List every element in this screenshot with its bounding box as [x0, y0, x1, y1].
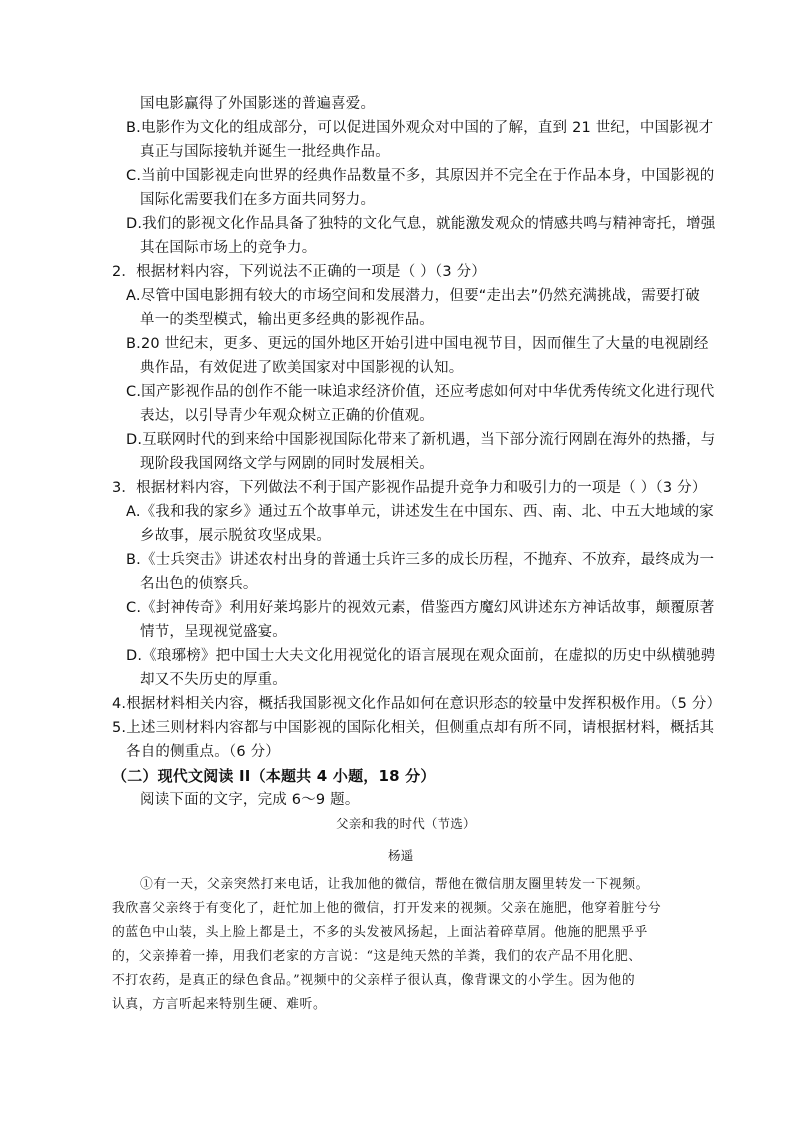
q3-option-d: D.《琅琊榜》把中国士大夫文化用视觉化的语言展现在观众面前，在虚拟的历史中纵横驰骋 [126, 648, 716, 664]
option-b: B.电影作为文化的组成部分，可以促进国外观众对中国的了解，直到 21 世纪，中国影视才 [126, 120, 714, 136]
q2-option-c: C.国产影视作品的创作不能一味追求经济价值，还应考虑如何对中华优秀传统文化进行现代 [126, 384, 715, 400]
paragraph-line: 我欣喜父亲终于有变化了，赶忙加上他的微信，打开发来的视频。父亲在施肥，他穿着脏兮兮 [112, 901, 662, 916]
option-d: D.我们的影视文化作品具备了独特的文化气息，就能激发观众的情感共鸣与精神寄托，增强 [126, 216, 716, 232]
question-5-continuation: 各自的侧重点。（6 分） [126, 744, 280, 760]
q2-option-a: A.尽管中国电影拥有较大的市场空间和发展潜力，但要“走出去”仍然充满挑战，需要打破 [126, 288, 700, 304]
reading-instruction: 阅读下面的文字，完成 6～9 题。 [140, 792, 360, 808]
paragraph-line: 的，父亲捧着一捧，用我们老家的方言说：“这是纯天然的羊粪，我们的农产品不用化肥、 [112, 949, 642, 964]
paragraph-line: 认真，方言听起来特别生硬、难听。 [112, 997, 327, 1012]
option-c-continuation: 国际化需要我们在多方面共同努力。 [140, 192, 376, 208]
article-author: 杨遥 [388, 848, 414, 863]
q2-option-b: B.20 世纪末，更多、更远的国外地区开始引进中国电视节目，因而催生了大量的电视剧经 [126, 336, 709, 352]
option-a-continuation: 国电影赢得了外国影迷的普遍喜爱。 [140, 96, 376, 112]
q2-option-c-continuation: 表达，以引导青少年观众树立正确的价值观。 [140, 408, 434, 424]
q2-option-d: D.互联网时代的到来给中国影视国际化带来了新机遇，当下部分流行网剧在海外的热播，与 [126, 432, 716, 448]
paragraph-line: 的蓝色中山装，头上脸上都是土，不多的头发被风扬起，上面沾着碎草屑。他施的肥黑乎乎 [112, 925, 648, 940]
question-3: 3．根据材料内容，下列做法不利于国产影视作品提升竞争力和吸引力的一项是（ ）（3 分） [112, 480, 707, 496]
q3-option-a: A.《我和我的家乡》通过五个故事单元，讲述发生在中国东、西、南、北、中五大地域的家 [126, 504, 714, 520]
article-title: 父亲和我的时代（节选） [336, 816, 476, 831]
paragraph-line: ①有一天，父亲突然打来电话，让我加他的微信，帮他在微信朋友圈里转发一下视频。 [140, 877, 650, 892]
option-b-continuation: 真正与国际接轨并诞生一批经典作品。 [140, 144, 390, 160]
q3-option-b: B.《士兵突击》讲述农村出身的普通士兵许三多的成长历程，不抛弃、不放弃，最终成为一 [126, 552, 715, 568]
section-heading: （二）现代文阅读 II（本题共 4 小题，18 分） [112, 767, 436, 785]
q3-option-d-continuation: 却又不失历史的厚重。 [140, 672, 287, 688]
question-5: 5.上述三则材料内容都与中国影视的国际化相关，但侧重点却有所不同，请根据材料，概括其 [112, 720, 715, 736]
option-d-continuation: 其在国际市场上的竞争力。 [140, 240, 317, 256]
q3-option-c: C.《封神传奇》利用好莱坞影片的视效元素，借鉴西方魔幻风讲述东方神话故事，颠覆原著 [126, 600, 715, 616]
q2-option-d-continuation: 现阶段我国网络文学与网剧的同时发展相关。 [140, 456, 434, 472]
option-c: C.当前中国影视走向世界的经典作品数量不多，其原因并不完全在于作品本身，中国影视的 [126, 168, 715, 184]
q3-option-b-continuation: 名出色的侦察兵。 [140, 576, 258, 592]
paragraph-line: 不打农药，是真正的绿色食品。”视频中的父亲样子很认真，像背课文的小学生。因为他的 [112, 973, 636, 988]
q3-option-a-continuation: 乡故事，展示脱贫攻坚成果。 [140, 528, 332, 544]
question-2: 2．根据材料内容，下列说法不正确的一项是（ ）（3 分） [112, 264, 487, 280]
q2-option-b-continuation: 典作品，有效促进了欧美国家对中国影视的认知。 [140, 360, 464, 376]
q2-option-a-continuation: 单一的类型模式，输出更多经典的影视作品。 [140, 312, 434, 328]
question-4: 4.根据材料相关内容，概括我国影视文化作品如何在意识形态的较量中发挥积极作用。（5 分） [112, 696, 722, 712]
q3-option-c-continuation: 情节，呈现视觉盛宴。 [140, 624, 287, 640]
